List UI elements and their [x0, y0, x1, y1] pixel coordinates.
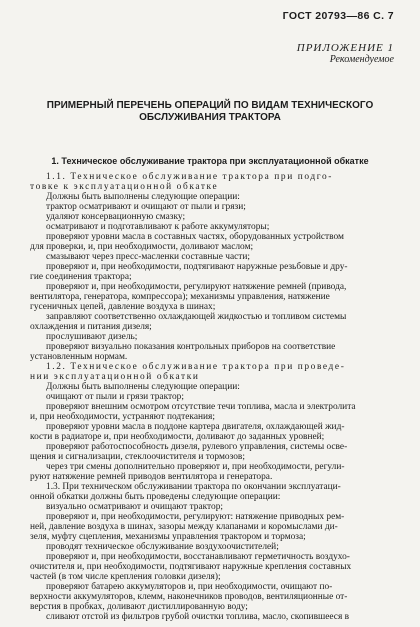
- body-line: верхности аккумуляторов, клемм, наконечников проводов, вентиляционные от-: [30, 592, 348, 602]
- body-line: товке к эксплуатационной обкатке: [30, 182, 219, 192]
- title-line-2: ОБСЛУЖИВАНИЯ ТРАКТОРА: [139, 112, 281, 123]
- body-line: и, при необходимости, устраняют подтекания;: [30, 412, 215, 422]
- appendix-note: Рекомендуемое: [329, 54, 394, 65]
- body-line: трактор осматривают и очищают от пыли и грязи;: [46, 202, 246, 212]
- body-line: проверяют визуально показания контрольных приборов на соответствие: [46, 342, 336, 352]
- body-line: онной обкатки должны быть проведены следующие операции:: [30, 492, 281, 502]
- body-line: визуально осматривают и очищают трактор;: [46, 502, 224, 512]
- appendix-label: ПРИЛОЖЕНИЕ 1: [296, 42, 394, 54]
- body-line: установленным нормам.: [30, 352, 128, 362]
- body-line: проверяют батарею аккумуляторов и, при необходимости, очищают по-: [46, 582, 333, 592]
- body-line: нии эксплуатационной обкатки: [30, 372, 200, 382]
- body-line: удаляют консервационную смазку;: [46, 212, 186, 222]
- body-line: проверяют и, при необходимости, подтягивают наружные резьбовые и дру-: [46, 262, 348, 272]
- body-line: зеля, муфту сцепления, механизмы управления трактором и тормоза;: [30, 532, 306, 542]
- body-line: 1.3. При техническом обслуживании трактора по окончании эксплуатаци-: [46, 482, 341, 492]
- body-line: руют натяжение ремней приводов вентилятора и генератора.: [30, 472, 273, 482]
- body-line: очистителя и, при необходимости, подтягивают наружные крепления составных: [30, 562, 352, 572]
- body-line: вентилятора, генератора, компрессора); механизмы управления, натяжение: [30, 292, 330, 302]
- body-line: проверяют и, при необходимости, регулируют: натяжение приводных рем-: [46, 512, 345, 522]
- body-line: гие соединения трактора;: [30, 272, 132, 282]
- body-line: проверяют и, при необходимости, регулируют натяжение ремней (привода,: [46, 282, 347, 292]
- body-line: верстия в пробках, доливают дистиллированную воду;: [30, 602, 248, 612]
- body-line: для проверки, и, при необходимости, доливают маслом;: [30, 242, 254, 252]
- body-line: проверяют уровни масла в составных частях, оборудованных устройством: [46, 232, 344, 242]
- body-line: сливают отстой из фильтров грубой очистки топлива, масло, скопившееся в: [46, 612, 350, 622]
- body-line: заправляют соответственно охлаждающей жидкостью и топливом системы: [46, 312, 347, 322]
- body-line: Должны быть выполнены следующие операции:: [46, 382, 240, 392]
- body-line: щения и сигнализации, стеклоочистителя и тормозов;: [30, 452, 245, 462]
- body-line: проводят техническое обслуживание воздухоочистителей;: [46, 542, 279, 552]
- body-line: гусеничных цепей, давление воздуха в шинах;: [30, 302, 216, 312]
- body-line: кости в радиаторе и, при необходимости, доливают до заданных уровней;: [30, 432, 325, 442]
- body-line: осматривают и подготавливают к работе аккумуляторы;: [46, 222, 270, 232]
- body-line: через три смены дополнительно проверяют и, при необходимости, регули-: [46, 462, 345, 472]
- section-heading: 1. Техническое обслуживание трактора при эксплуатационной обкатке: [51, 156, 369, 166]
- body-line: Должны быть выполнены следующие операции:: [46, 192, 240, 202]
- body-line: проверяют работоспособность дизеля, рулевого управления, системы осве-: [46, 442, 348, 452]
- body-line: охлаждения и питания дизеля;: [30, 322, 152, 332]
- body-line: 1.2. Техническое обслуживание трактора при проведе-: [46, 362, 346, 372]
- body-line: проверяют и, при необходимости, восстанавливают герметичность воздухо-: [46, 552, 350, 562]
- body-line: частей (в том числе крепления головки дизеля);: [30, 572, 221, 582]
- body-line: очищают от пыли и грязи трактор;: [46, 392, 184, 402]
- body-line: проверяют уровни масла в поддоне картера двигателя, охлаждающей жид-: [46, 422, 345, 432]
- title-line-1: ПРИМЕРНЫЙ ПЕРЕЧЕНЬ ОПЕРАЦИЙ ПО ВИДАМ ТЕХНИЧЕСКОГО: [46, 100, 374, 111]
- page-header: ГОСТ 20793—86 С. 7: [282, 10, 394, 22]
- body-line: прослушивают дизель;: [46, 332, 138, 342]
- body-line: проверяют внешним осмотром отсутствие течи топлива, масла и электролита: [46, 402, 356, 412]
- body-line: смазывают через пресс-масленки составные части;: [46, 252, 250, 262]
- body-line: ней, давление воздуха в шинах, зазоры между клапанами и коромыслами ди-: [30, 522, 338, 532]
- body-line: 1.1. Техническое обслуживание трактора при подго-: [46, 172, 333, 182]
